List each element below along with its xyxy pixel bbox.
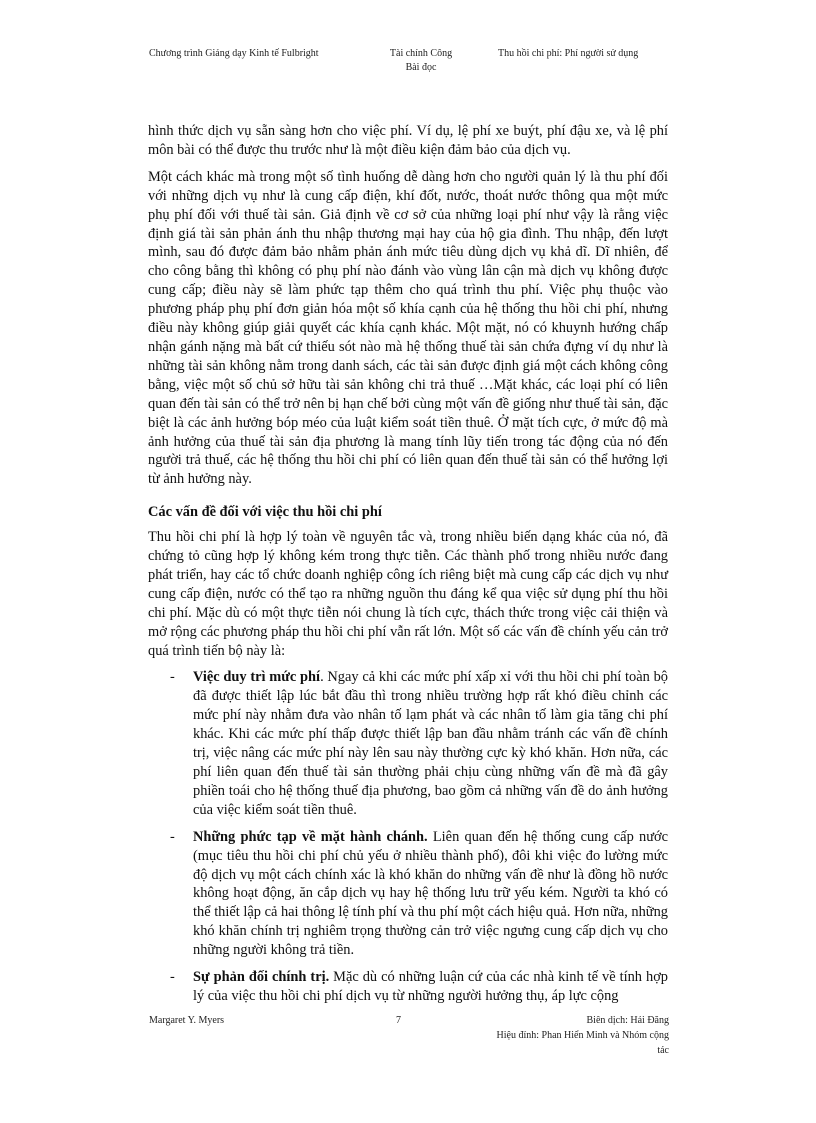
dash-bullet: - bbox=[170, 669, 175, 686]
document-body bbox=[148, 122, 668, 1014]
problem-list bbox=[148, 668, 668, 1005]
dash-bullet: - bbox=[170, 828, 175, 845]
header-chapter-title: Thu hồi chi phí: Phí người sử dụng bbox=[498, 48, 639, 59]
paragraph-continuation: hình thức dịch vụ sẵn sàng hơn cho việc phí. Ví dụ, lệ phí xe buýt, phí đậu xe, và lệ phí môn bài có thể được thu trước như là một điều kiện đảm bảo của dịch vụ. bbox=[148, 123, 668, 158]
list-item-text: . Ngay cả khi các mức phí xấp xỉ với thu hồi chi phí toàn bộ đã được thiết lập lúc bắt đầu thì trong nhiều trường hợp rất khó điều chỉnh các mức phí này nhằm đưa vào nhân tố lạm phát và các nhân tố làm gia tăng chi phí khác. Khi các mức phí thấp được thiết lập ban đầu nhằm tránh các vấn đề chính trị, việc nâng các mức phí này lên sau này thường cực kỳ khó khăn. Hơn nữa, các phí liên quan đến thuế tài sản thường phải chịu cùng những vấn đề mà đã gây phiền toái cho hệ thống thuế địa phương, bao gồm cả những vấn đề do ảnh hưởng của việc kiểm soát tiền thuê. bbox=[193, 669, 668, 818]
paragraph-surcharge: Một cách khác mà trong một số tình huống dễ dàng hơn cho người quản lý là thu phí đối với những dịch vụ như là cung cấp điện, khí đốt, nước, thoát nước thông qua một mức phụ phí đối với thuế tài sản. Giả định về cơ sở của những loại phí như vậy là rằng việc định giá tài sản phản ánh thu nhập thương mại hay của hộ gia đình. Thu nhập, đến lượt mình, sau đó được đảm bảo nhằm phản ánh mức tiêu dùng dịch vụ khả dĩ. Dĩ nhiên, để cho công bằng thì không có phụ phí nào đánh vào vùng lân cận mà dịch vụ không được cung cấp; điều này sẽ làm phức tạp thêm cho quá trình thu phí. Việc phụ thuộc vào phương pháp phụ phí đơn giản hóa một số khía cạnh của hệ thống thu hồi chi phí, nhưng điều này không giúp giải quyết các khía cạnh khác. Một mặt, nó có khuynh hướng chấp nhận gánh nặng mà bất cứ thiếu sót nào mà hệ thống thuế tài sản chứa đựng ví dụ như là những tài sản không nằm trong danh sách, các tài sản được định giá một cách không công bằng, việc một số chủ sở hữu tài sản không chi trả thuế …Mặt khác, các loại phí có liên quan đến tài sản có thể trở nên bị hạn chế bởi cùng một vấn đề giống như thuế tài sản, đặc biệt là các ảnh hưởng bóp méo của luật kiểm soát tiền thuê. Ở mặt tích cực, ở mức độ mà ảnh hưởng của thuế tài sản địa phương là mang tính lũy tiến trong tác động của nó đến người trả thuế, các hệ thống thu hồi chi phí có liên quan đến thuế tài sản có thể hưởng lợi từ ảnh hưởng này. bbox=[148, 168, 668, 488]
list-item bbox=[148, 828, 668, 960]
list-item-text: Mặc dù có những luận cứ của các nhà kinh tế về tính hợp lý của việc thu hồi chi phí dịch vụ từ những người hưởng thụ, áp lực cộng bbox=[193, 969, 668, 1004]
list-item-title: Những phức tạp về mặt hành chánh. bbox=[193, 828, 428, 845]
footer-editor: Hiệu đính: Phan Hiển Minh và Nhóm cộng bbox=[496, 1030, 669, 1041]
header-course-title: Chương trình Giảng dạy Kinh tế Fulbright bbox=[149, 48, 319, 59]
section-heading: Các vấn đề đối với việc thu hồi chi phí bbox=[148, 504, 382, 521]
header-subject-title: Tài chính Công bbox=[389, 48, 453, 59]
list-item bbox=[148, 668, 668, 819]
header-subject bbox=[373, 47, 469, 75]
list-item-title: Việc duy trì mức phí bbox=[193, 669, 321, 686]
footer-editor-cont: tác bbox=[657, 1045, 669, 1056]
list-item bbox=[148, 968, 668, 1006]
page-number: 7 bbox=[396, 1015, 401, 1026]
list-item-text: Liên quan đến hệ thống cung cấp nước (mục tiêu thu hồi chi phí chủ yếu ở nhiều thành phố), đôi khi việc đo lường mức độ dịch vụ một cách chính xác là khó khăn do những vấn đề như là đồng hồ nước không hoạt động, ăn cắp dịch vụ hay hệ thống lưu trữ yếu kém. Người ta khó có thể thiết lập cả hai thông lệ tính phí và thu phí một cách hiệu quả. Hơn nữa, những khó khăn chính trị nghiêm trọng thường cản trở việc ngưng cung cấp dịch vụ cho những người không trả tiền. bbox=[193, 828, 668, 959]
header-subject-subtitle: Bài đọc bbox=[405, 62, 437, 73]
footer-translator: Biên dịch: Hải Đăng bbox=[586, 1015, 669, 1026]
footer-credits bbox=[470, 1013, 669, 1058]
dash-bullet: - bbox=[170, 969, 175, 986]
section-intro-paragraph: Thu hồi chi phí là hợp lý toàn về nguyên tắc và, trong nhiều biến dạng khác của nó, đã chứng tỏ cũng hợp lý không kém trong thực tiễn. Các thành phố trong nhiều nước đang phát triển, hay các tổ chức doanh nghiệp công ích riêng biệt mà cung cấp các dịch vụ như cung cấp điện, nước có thể tạo ra những nguồn thu đáng kể qua việc sử dụng phí thu hồi chi phí. Mặc dù có một thực tiễn nói chung là tích cực, thách thức trong việc cải thiện và mở rộng các phương pháp thu hồi chi phí vẫn rất lớn. Một số các vấn đề chính yếu cản trở quá trình tiến bộ này là: bbox=[148, 529, 668, 659]
list-item-title: Sự phản đối chính trị. bbox=[193, 969, 330, 986]
footer-author: Margaret Y. Myers bbox=[149, 1015, 225, 1026]
